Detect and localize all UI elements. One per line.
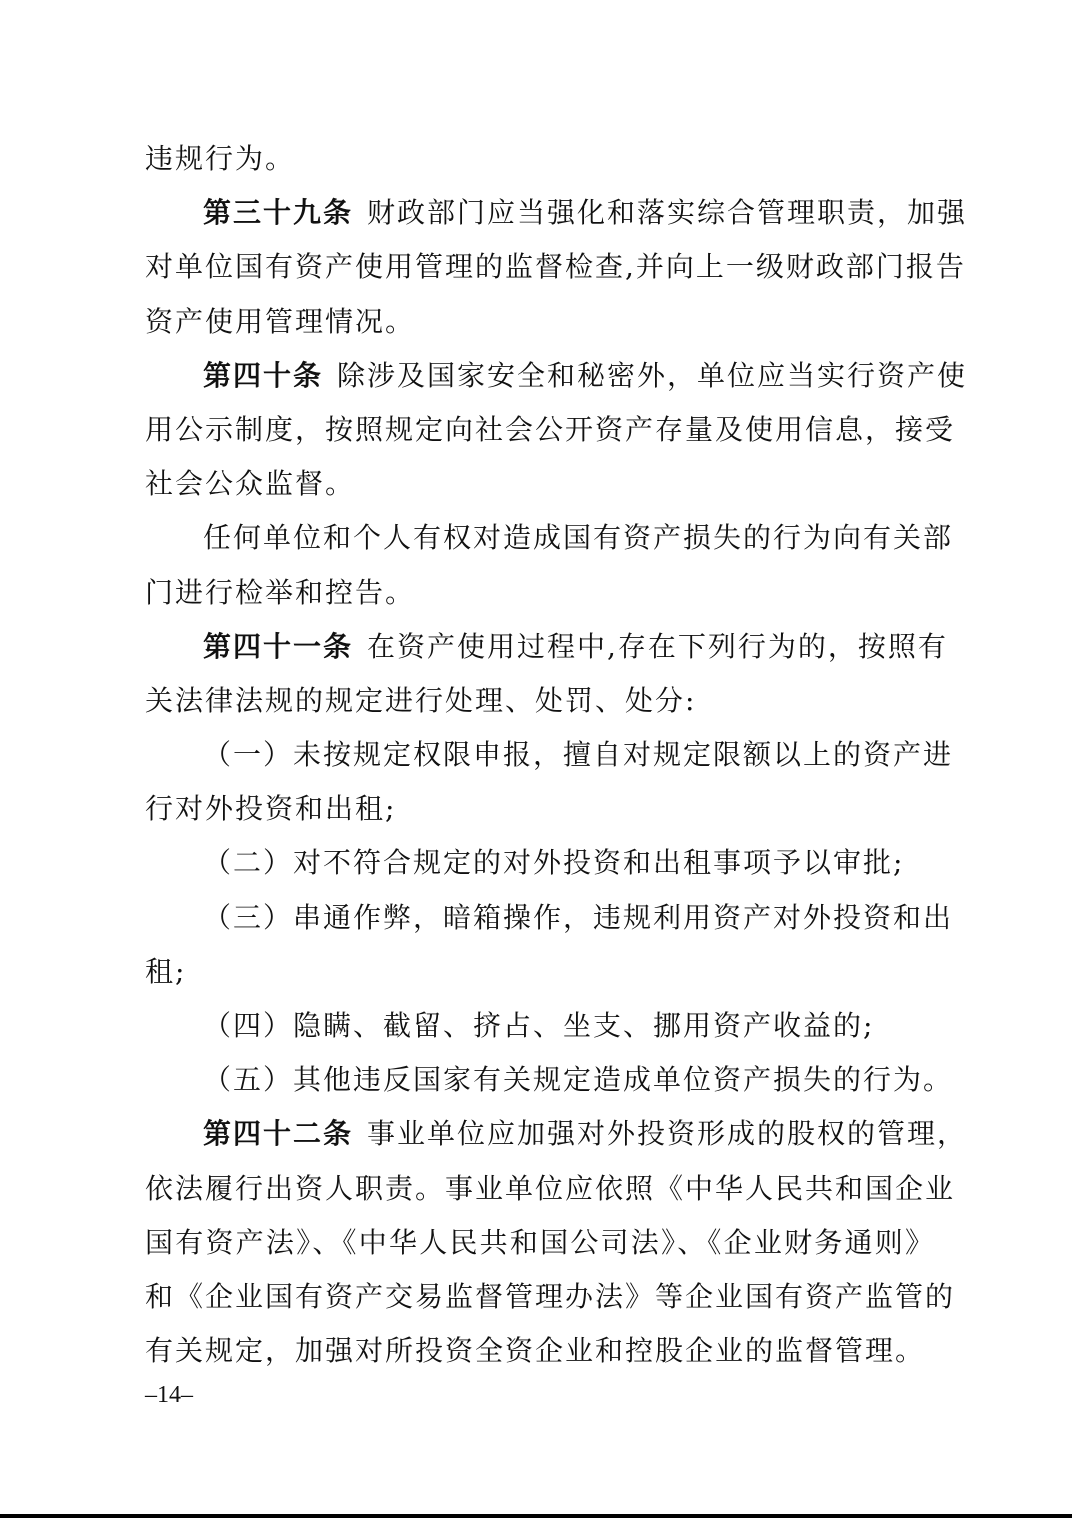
article-heading: 第四十条 — [203, 358, 324, 392]
text-line: 违规行为。 — [145, 142, 296, 175]
article-heading: 第四十二条 — [203, 1117, 354, 1151]
text-line: 对单位国有资产使用管理的监督检查,并向上一级财政部门报告 — [145, 250, 966, 284]
text-line: 国有资产法》、《中华人民共和国公司法》、《企业财务通则》 — [145, 1225, 935, 1259]
list-item-2: （二）对不符合规定的对外投资和出租事项予以审批; — [203, 846, 905, 880]
text-line: 关法律法规的规定进行处理、处罚、处分: — [145, 683, 697, 717]
text-line: 社会公众监督。 — [145, 467, 356, 501]
text-line: 任何单位和个人有权对造成国有资产损失的行为向有关部 — [203, 521, 954, 555]
article-39-line: 第三十九条 财政部门应当强化和落实综合管理职责，加强 — [203, 196, 968, 230]
article-42-line: 第四十二条 事业单位应加强对外投资形成的股权的管理， — [203, 1117, 968, 1151]
text-line: 门进行检举和控告。 — [145, 575, 416, 609]
article-41-line: 第四十一条 在资产使用过程中,存在下列行为的，按照有 — [203, 629, 948, 663]
text-line: 有关规定，加强对所投资全资企业和控股企业的监督管理。 — [145, 1334, 926, 1368]
document-body — [145, 132, 968, 1378]
page-number: –14– — [145, 1382, 193, 1408]
bottom-border — [0, 1514, 1072, 1518]
text-line: 依法履行出资人职责。事业单位应依照《中华人民共和国企业 — [145, 1171, 956, 1205]
article-heading: 第三十九条 — [203, 196, 354, 230]
list-item-4: （四）隐瞒、截留、挤占、坐支、挪用资产收益的; — [203, 1009, 875, 1042]
list-item-5: （五）其他违反国家有关规定造成单位资产损失的行为。 — [203, 1063, 954, 1097]
list-item-1: （一）未按规定权限申报，擅自对规定限额以上的资产进 — [203, 738, 954, 772]
text-line: 和《企业国有资产交易监督管理办法》等企业国有资产监管的 — [145, 1279, 956, 1313]
article-heading: 第四十一条 — [203, 629, 354, 663]
article-40-line: 第四十条 除涉及国家安全和秘密外，单位应当实行资产使 — [203, 358, 968, 392]
text-line: 租; — [145, 954, 187, 988]
text-line: 行对外投资和出租; — [145, 792, 397, 826]
list-item-3: （三）串通作弊，暗箱操作，违规利用资产对外投资和出 — [203, 900, 954, 934]
text-line: 资产使用管理情况。 — [145, 304, 416, 338]
text-line: 用公示制度，按照规定向社会公开资产存量及使用信息，接受 — [145, 412, 956, 446]
